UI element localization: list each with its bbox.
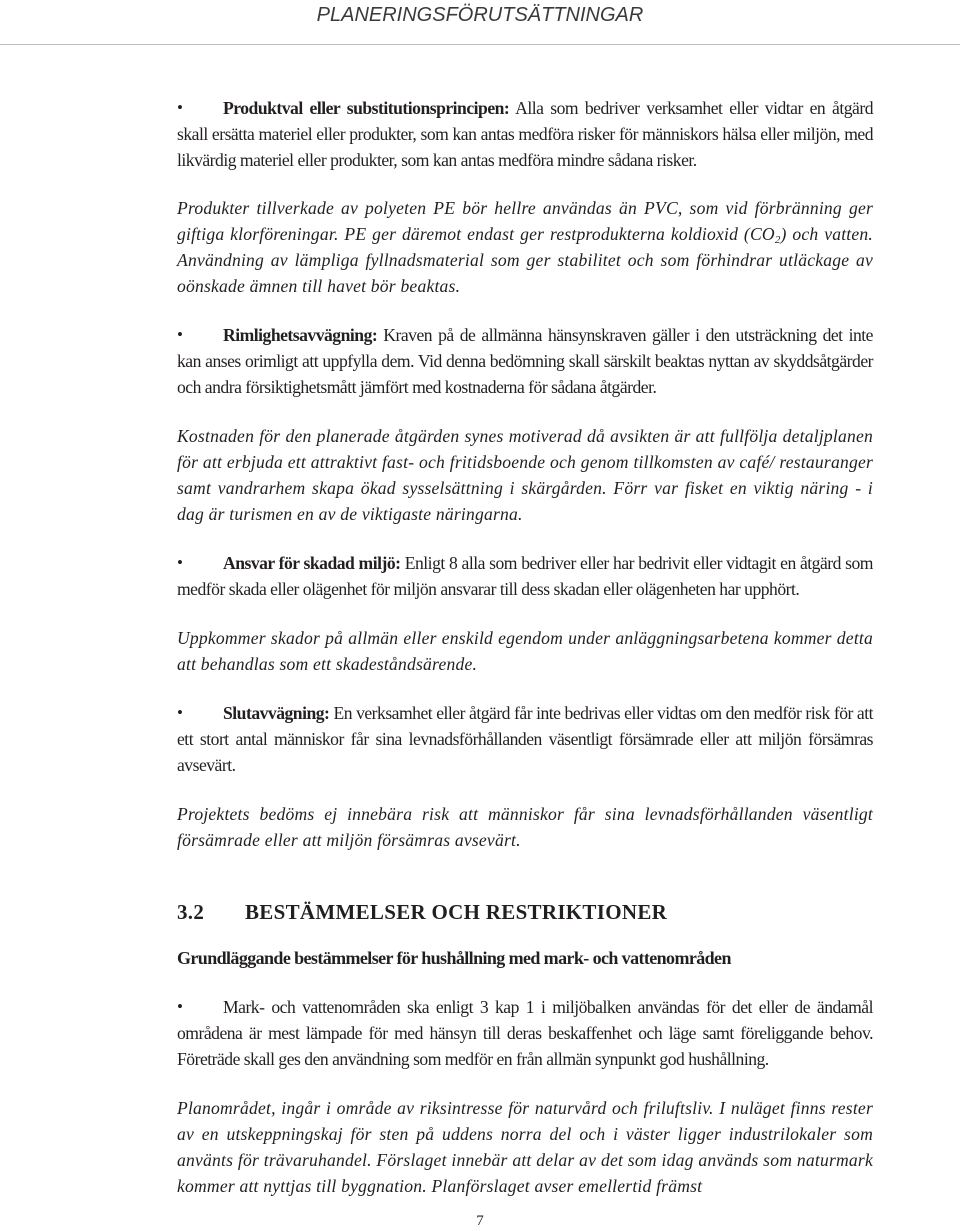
bullet-text: Kraven på de allmänna hänsynskraven gäller i den utsträckning det inte kan anses orimligt att uppfylla dem. Vid denna bedömning skall särskilt beaktas nyttan av skyddsåtgärder och andra försiktighetsmått jämfört med kostnaderna för sådana åtgärder. (177, 325, 873, 397)
comment-projekt: Projektets bedöms ej innebära risk att människor får sina levnadsförhållanden väsentligt försämrade eller att miljön försämras avsevärt. (177, 804, 873, 850)
bullet-lead: Rimlighetsavvägning: (223, 325, 378, 345)
bullet-mark-vatten (177, 994, 873, 1072)
page-body (177, 95, 873, 1199)
running-header: PLANERINGSFÖRUTSÄTTNINGAR (316, 4, 644, 26)
section-number: 3.2 (177, 900, 205, 924)
bullet-lead: Produktval eller substitutionsprincipen: (223, 98, 510, 118)
bullet-lead: Slutavvägning: (223, 703, 330, 723)
bullet-produktval (177, 95, 873, 173)
section-heading (177, 899, 873, 925)
bullet-text: Alla som bedriver verksamhet eller vidtar en åtgärd skall ersätta materiel eller produkter, som kan antas medföra risker för människors hälsa eller miljön, med likvärdig materiel eller produkter, som kan antas medföra mindre sådana risker. (177, 98, 873, 170)
bullet-text: Enligt 8 alla som bedriver eller har bedrivit eller vidtagit en åtgärd som medför skada eller olägenhet för miljön ansvarar till dess skadan eller olägenheten har upphört. (177, 553, 873, 599)
header-divider (0, 44, 960, 45)
page-number: 7 (476, 1213, 484, 1229)
bullet-ansvar (177, 550, 873, 602)
comment-kostnad: Kostnaden för den planerade åtgärden synes motiverad då avsikten är att fullfölja detaljplanen för att erbjuda ett attraktivt fast- och fritidsboende och genom tillkomsten av café/ restauranger samt vandrarhem skapa ökad sysselsättning i skärgården. Förr var fisket en viktig näring - i dag är turismen en av de viktigaste näringarna. (177, 426, 873, 524)
comment-uppkommer: Uppkommer skador på allmän eller enskild egendom under anläggningsarbetena kommer detta att behandlas som ett skadeståndsärende. (177, 628, 873, 674)
comment-pe: Produkter tillverkade av polyeten PE bör hellre användas än PVC, som vid förbränning ger giftiga klorföreningar. PE ger däremot endast ger restprodukterna koldioxid $(CO_2)$ och vatten. Användning av lämpliga fyllnadsmaterial som ger stabilitet och som förhindrar utläckage av oönskade ämnen till havet bör beaktas. (177, 198, 873, 296)
bullet-dot: • (177, 703, 183, 722)
bullet-text: Mark- och vattenområden ska enligt 3 kap 1 i miljöbalken användas för det eller de ändamål områdena är mest lämpade för med hänsyn till deras beskaffenhet och läge samt föreliggande behov. Företräde skall ges den användning som medför en från allmän synpunkt god hushållning. (177, 997, 873, 1069)
bullet-dot: • (177, 997, 183, 1016)
bullet-dot: • (177, 98, 183, 117)
bullet-text: En verksamhet eller åtgärd får inte bedrivas eller vidtas om den medför risk för att ett stort antal människor får sina levnadsförhållanden väsentligt försämrade eller att miljön försämras avsevärt. (177, 703, 873, 775)
bullet-dot: • (177, 325, 183, 344)
section-title: BESTÄMMELSER OCH RESTRIKTIONER (245, 900, 668, 924)
comment-planomrade: Planområdet, ingår i område av riksintresse för naturvård och friluftsliv. I nuläget finns rester av en utskeppningskaj för sten på uddens norra del och i väster ligger industrilokaler som använts för trävaruhandel. Förslaget innebär att delar av det som idag används som naturmark kommer att nyttjas till byggnation. Planförslaget avser emellertid främst (177, 1098, 873, 1196)
bullet-lead: Ansvar för skadad miljö: (223, 553, 401, 573)
bullet-slutavvagning (177, 700, 873, 778)
bullet-dot: • (177, 553, 183, 572)
bullet-rimlighet (177, 322, 873, 400)
subheading: Grundläggande bestämmelser för hushållning med mark- och vattenområden (177, 948, 731, 968)
